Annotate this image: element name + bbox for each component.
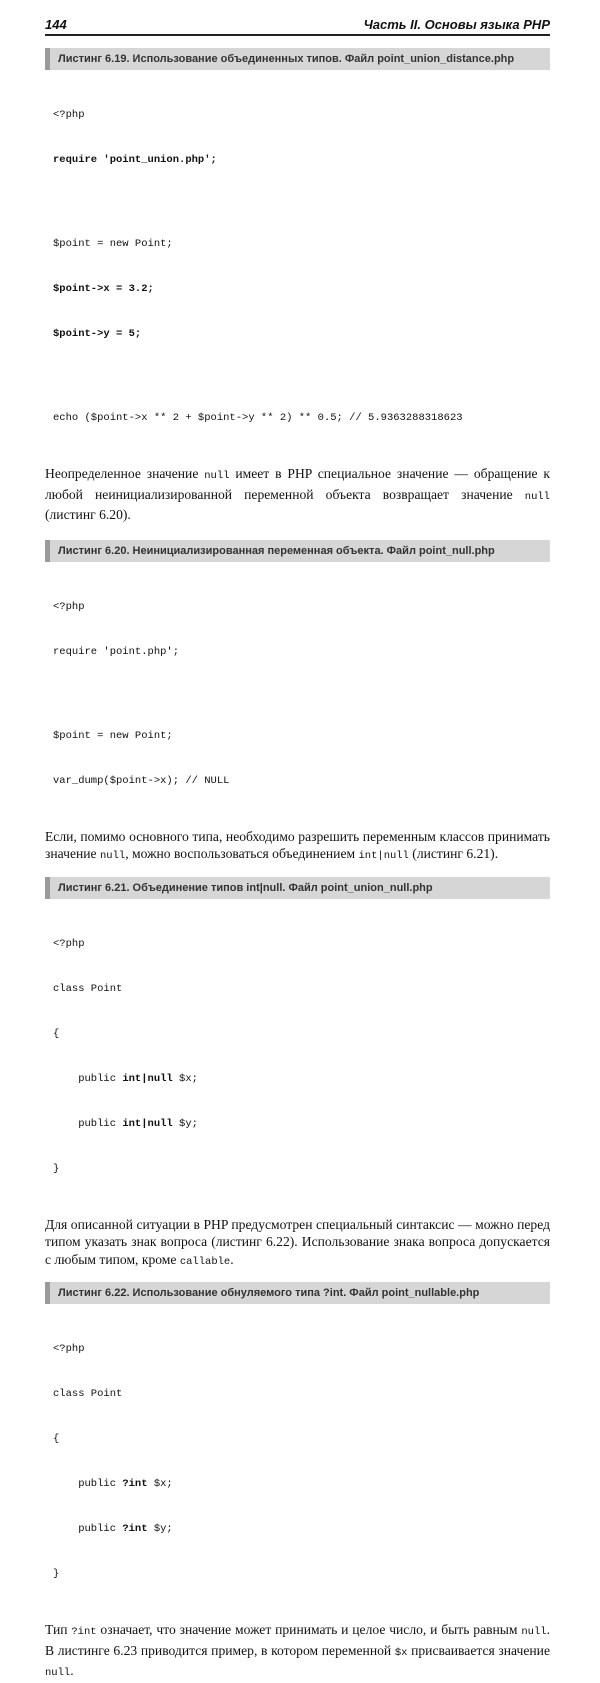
code-line: var_dump($point->x); // NULL [53,774,230,787]
paragraph-3: Для описанной ситуации в PHP предусмотрен специальный синтаксис — можно перед типом указать знак вопроса (листинг 6.22). Использование знака вопроса допускается с любым типом, кроме callable. [45,1216,550,1268]
page-number: 144 [45,17,67,32]
listing-6-20-title: Листинг 6.20. Неинициализированная переменная объекта. Файл point_null.php [45,540,550,562]
listing-6-22-code [53,1312,550,1612]
part-title: Часть II. Основы языка PHP [363,17,550,32]
code-line: <?php [53,109,85,121]
code-line: $point->y = 5; [53,328,142,340]
listing-6-22-title: Листинг 6.22. Использование обнуляемого типа ?int. Файл point_nullable.php [45,1282,550,1304]
code-line: require 'point_union.php'; [53,154,217,166]
code-line: $point = new Point; [53,238,173,250]
code-line: <?php [53,600,85,613]
code-line: public int|null $y; [53,1117,198,1130]
code-line: public ?int $y; [53,1523,173,1535]
code-line: <?php [53,937,85,950]
book-page [45,14,550,1683]
listing-6-20-code [53,570,550,819]
code-line: public ?int $x; [53,1478,173,1490]
listing-6-21-code [53,907,550,1207]
code-line: class Point [53,1388,123,1400]
code-line: } [53,1162,60,1175]
listing-6-19-code [53,78,550,456]
code-line: class Point [53,982,123,995]
code-line: } [53,1568,60,1580]
code-line: $point->x = 3.2; [53,283,154,295]
paragraph-2: Если, помимо основного типа, необходимо разрешить переменным классов принимать значение null, можно воспользоваться объединением int|null (листинг 6.21). [45,828,550,862]
code-line: echo ($point->x ** 2 + $point->y ** 2) ** 0.5; // 5.9363288318623 [53,412,463,424]
code-line: { [53,1433,60,1445]
paragraph-1: Неопределенное значение null имеет в PHP специальное значение — обращение к любой неинициализированной переменной объекта возвращает значение null (листинг 6.20). [45,466,550,522]
listing-6-19-title: Листинг 6.19. Использование объединенных типов. Файл point_union_distance.php [45,48,550,70]
code-line: { [53,1027,60,1040]
code-line: <?php [53,1343,85,1355]
code-line: $point = new Point; [53,729,173,742]
page-header [45,14,550,36]
code-line: public int|null $x; [53,1072,198,1085]
listing-6-21-title: Листинг 6.21. Объединение типов int|null. Файл point_union_null.php [45,877,550,899]
code-line: require 'point.php'; [53,645,180,658]
paragraph-4: Тип ?int означает, что значение может принимать и целое число, и быть равным null. В листинге 6.23 приводится пример, в котором переменной $x присваивается значение null. [45,1622,550,1679]
